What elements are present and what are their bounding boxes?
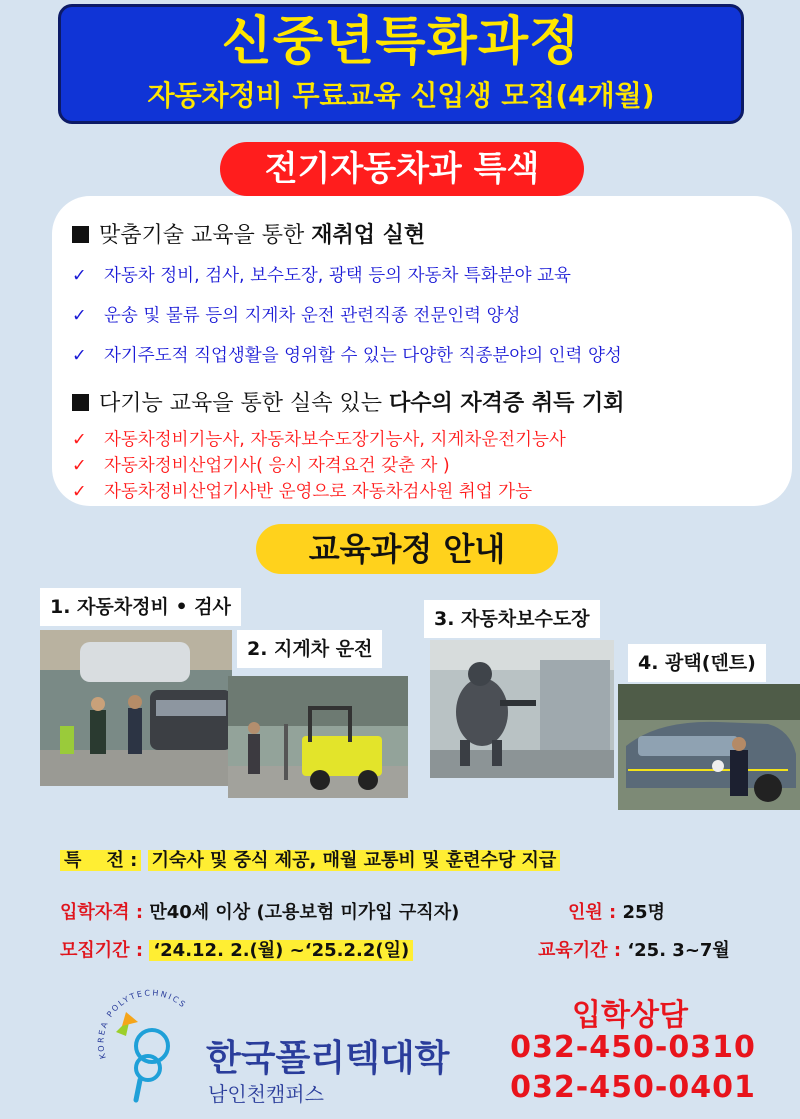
course-label-polishing: 4. 광택(덴트) bbox=[628, 644, 766, 682]
page-subtitle: 자동차정비 무료교육 신입생 모집(4개월) bbox=[147, 79, 655, 112]
courses-heading: 교육과정 안내 bbox=[256, 524, 558, 574]
phone-number-2[interactable]: 032-450-0401 bbox=[510, 1070, 756, 1105]
polytech-logo-icon bbox=[86, 988, 206, 1108]
phone-number-1[interactable]: 032-450-0310 bbox=[510, 1030, 756, 1065]
list-item: ✓ 자동차정비산업기사반 운영으로 자동차검사원 취업 가능 bbox=[72, 482, 532, 502]
check-icon: ✓ bbox=[72, 306, 87, 326]
list-item: ✓ 자동차정비기능사, 자동차보수도장기능사, 지게차운전기능사 bbox=[72, 430, 566, 450]
school-name: 한국폴리텍대학 bbox=[206, 1038, 450, 1079]
check-icon: ✓ bbox=[72, 456, 87, 476]
campus-name: 남인천캠퍼스 bbox=[208, 1082, 324, 1106]
section-heading-reemployment: 맞춤기술 교육을 통한 재취업 실현 bbox=[72, 218, 425, 249]
check-icon: ✓ bbox=[72, 430, 87, 450]
square-bullet-icon bbox=[72, 394, 89, 411]
list-item: ✓ 자동차 정비, 검사, 보수도장, 광택 등의 자동차 특화분야 교육 bbox=[72, 266, 571, 286]
list-item: ✓ 자기주도적 직업생활을 영위할 수 있는 다양한 직종분야의 인력 양성 bbox=[72, 346, 622, 366]
course-label-forklift: 2. 지게차 운전 bbox=[237, 630, 382, 668]
perks-line bbox=[60, 846, 560, 872]
course-label-painting: 3. 자동차보수도장 bbox=[424, 600, 600, 638]
photo-car-maintenance bbox=[40, 630, 232, 786]
education-period-line: 교육기간 : ‘25. 3~7월 bbox=[538, 940, 730, 961]
perks-value: 기숙사 및 중식 제공, 매월 교통비 및 훈련수당 지급 bbox=[148, 850, 561, 871]
check-icon: ✓ bbox=[72, 482, 87, 502]
photo-forklift bbox=[228, 676, 408, 798]
header-banner bbox=[58, 4, 744, 124]
square-bullet-icon bbox=[72, 226, 89, 243]
section-heading-certificates: 다기능 교육을 통한 실속 있는 다수의 자격증 취득 기회 bbox=[72, 386, 625, 417]
svg-text:KOREA POLYTECHNICS: KOREA POLYTECHNICS bbox=[96, 988, 189, 1060]
recruit-period-line: 모집기간 : ‘24.12. 2.(월) ~‘25.2.2(일) bbox=[60, 936, 413, 962]
list-item: ✓ 운송 및 물류 등의 지게차 운전 관련직종 전문인력 양성 bbox=[72, 306, 521, 326]
photo-spray-painting bbox=[430, 640, 614, 778]
perks-key: 특 전 : bbox=[60, 850, 141, 871]
features-heading: 전기자동차과 특색 bbox=[220, 142, 584, 196]
course-label-maintenance: 1. 자동차정비 • 검사 bbox=[40, 588, 241, 626]
capacity-line: 인원 : 25명 bbox=[568, 902, 665, 923]
features-card bbox=[52, 196, 792, 506]
page-title: 신중년특화과정 bbox=[221, 12, 581, 72]
check-icon: ✓ bbox=[72, 346, 87, 366]
check-icon: ✓ bbox=[72, 266, 87, 286]
eligibility-line: 입학자격 : 만40세 이상 (고용보험 미가입 구직자) bbox=[60, 902, 460, 923]
admission-contact-title: 입학상담 bbox=[572, 998, 688, 1033]
photo-car-polishing bbox=[618, 684, 800, 810]
list-item: ✓ 자동차정비산업기사( 응시 자격요건 갖춘 자 ) bbox=[72, 456, 450, 476]
